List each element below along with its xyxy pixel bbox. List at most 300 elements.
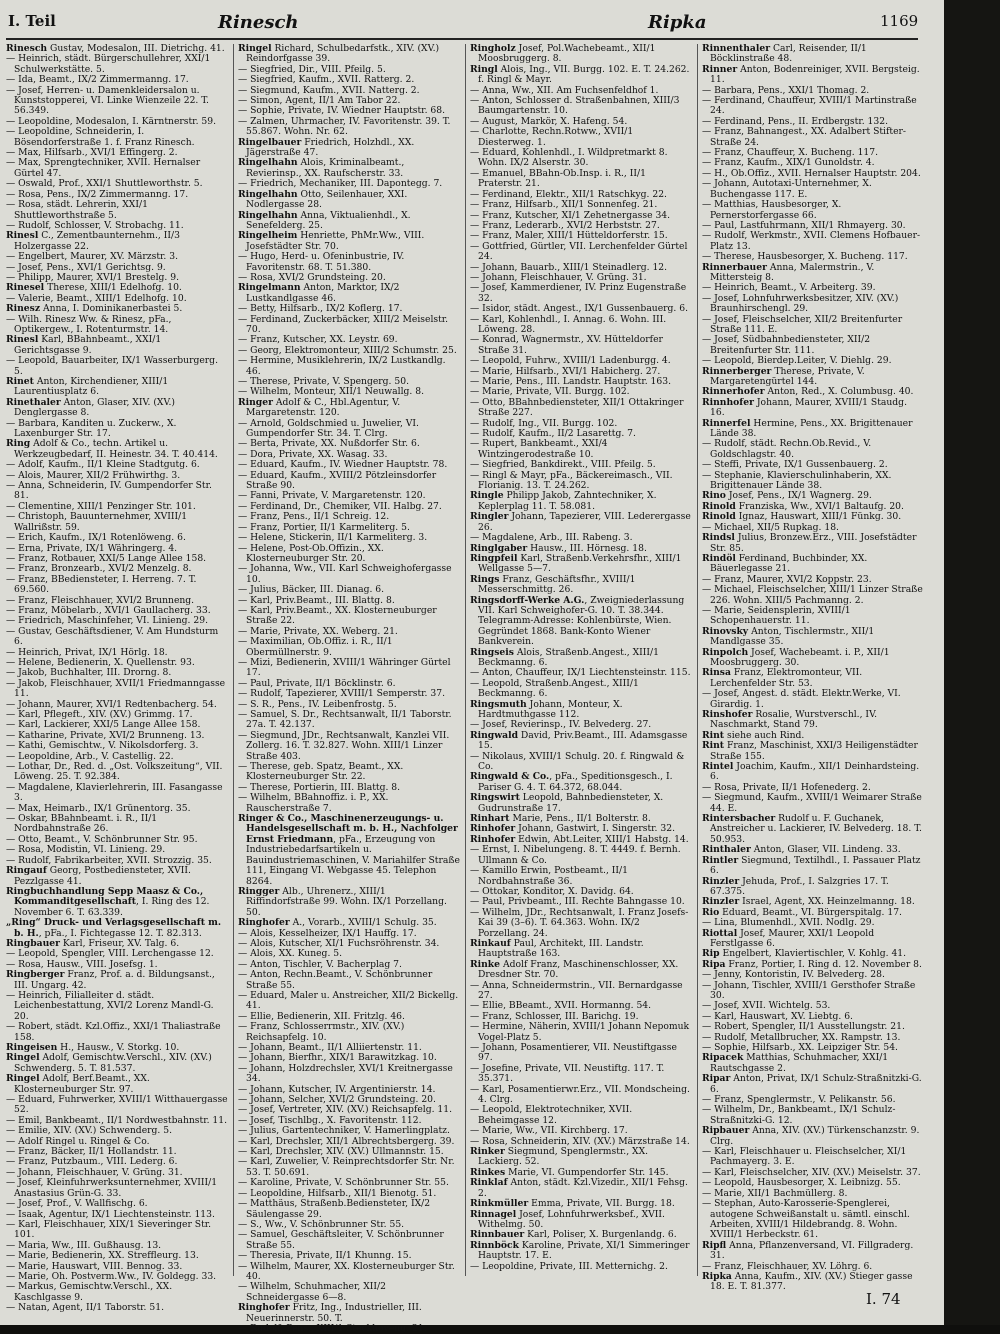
entry-details: — Franz, Putzbaum., VIII. Lederg. 6. bbox=[6, 1156, 178, 1168]
entry-details: Josef, Wachebeamt. i. P., XII/1 Moosbruggerg. 30. bbox=[710, 646, 890, 668]
directory-entry bbox=[6, 54, 228, 75]
entry-details: — Leopoldine, Hilfsarb., XII/1 Bienotg. 51. bbox=[238, 1187, 437, 1199]
entry-details: — Leopold, Bauarbeiter, IX/1 Wasserburgerg. 5. bbox=[6, 355, 218, 377]
entry-surname: Rintersbacher bbox=[702, 813, 776, 825]
entry-details: Alois, Ing., VII. Burgg. 102. E. T. 24.262. f. Ringl & Mayr. bbox=[478, 63, 690, 86]
entry-details: Anton, Red., X. Columbusg. 40. bbox=[764, 386, 914, 398]
entry-details: Anton, Glaser, VII. Lindeng. 33. bbox=[750, 844, 901, 856]
entry-surname: Ringberger bbox=[6, 969, 65, 981]
directory-entry bbox=[702, 981, 924, 1002]
entry-surname: Ripacek bbox=[702, 1052, 744, 1064]
entry-details: — Gottfried, Gürtler, VII. Lerchenfelder Gürtel 24. bbox=[470, 240, 688, 263]
entry-details: Anton, Marktor, IX/2 Lustkandlgasse 46. bbox=[246, 282, 400, 304]
entry-details: — Josef, Angest. d. städt. Elektr.Werke, VI. Girardig. 1. bbox=[702, 688, 901, 710]
page-header bbox=[8, 10, 919, 40]
entry-details: — Engelbert, Maurer, XV. Märzstr. 3. bbox=[6, 251, 179, 263]
entry-details: — Ferdinand, Zuckerbäcker, XIII/2 Meiselstr. 70. bbox=[238, 313, 449, 335]
entry-details: — Karoline, Private, V. Schönbrunner Str. 55. bbox=[238, 1177, 449, 1189]
entry-details: — Alois, XX. Kuneg. 5. bbox=[238, 948, 343, 960]
entry-surname: Rinhofer bbox=[470, 833, 516, 845]
entry-details: — Betty, Hilfsarb., IX/2 Koflerg. 17. bbox=[238, 303, 403, 315]
entry-details: — Natan, Agent, II/1 Taborstr. 51. bbox=[6, 1302, 165, 1314]
entry-details: — Leopoldine, Arb., V. Castellig. 22. bbox=[6, 750, 174, 762]
entry-details: — Alois, Kutscher, XI/1 Fuchsröhrenstr. 34. bbox=[238, 937, 440, 949]
directory-entry bbox=[6, 512, 228, 533]
entry-details: — Michael, Fleischselcher, XIII/1 Linzer Straße 226. Wohn. XIII/5 Pachmanng. 2. bbox=[702, 584, 923, 606]
entry-surname: Ringeisen bbox=[6, 1042, 58, 1053]
entry-surname: Ringpfeil bbox=[470, 552, 518, 564]
entry-details: Karoline, Private, XI/1 Simmeringer Hauptstr. 17. E. bbox=[478, 1239, 690, 1262]
directory-entry bbox=[702, 127, 924, 148]
directory-column-3 bbox=[470, 44, 692, 1276]
entry-surname: Rinzler bbox=[702, 896, 740, 908]
entry-details: — Dora, Private, XX. Wasag. 33. bbox=[238, 448, 388, 460]
entry-details: Marie, Pens., II/1 Bolterstr. 8. bbox=[509, 813, 651, 825]
entry-details: Alois, Kriminalbeamt., Revierinsp., XX. Raufscherstr. 33. bbox=[246, 157, 405, 179]
directory-entry bbox=[238, 710, 460, 731]
entry-details: — Wilhelm, JDr., Rechtsanwalt, I. Franz Josefs-Kai 39 (3–6). T. 64.363. Wohn. IX/2 Porzellang. 24. bbox=[470, 906, 689, 939]
directory-entry bbox=[702, 533, 924, 554]
entry-details: Franz, Elektromonteur, VII. Lerchenfelder Str. 53. bbox=[710, 667, 863, 689]
column-divider bbox=[697, 44, 698, 1276]
entry-details: — Christoph, Bauunternehmer, XVIII/1 Wallrißstr. 59. bbox=[6, 511, 188, 533]
directory-entry bbox=[238, 419, 460, 440]
entry-details: — Franz, Bäcker, II/1 Hollandstr. 11. bbox=[6, 1146, 177, 1158]
entry-details: Therese, Private, V. Margaretengürtel 144. bbox=[710, 365, 865, 387]
entry-details: Siegmund, Spenglermstr., XX. Lackierg. 52. bbox=[478, 1146, 649, 1168]
entry-details: — Franz, Spenglermstr., V. Pelikanstr. 56. bbox=[702, 1094, 896, 1106]
entry-details: — Gustav, Geschäftsdiener, V. Am Hundsturm 6. bbox=[6, 625, 219, 648]
entry-details: — Johann, Posamentierer, VII. Neustiftgasse 97. bbox=[470, 1042, 677, 1064]
entry-surname: Rinnerfel bbox=[702, 417, 751, 429]
entry-surname: Ripbauer bbox=[702, 1125, 750, 1137]
directory-entry bbox=[702, 439, 924, 460]
directory-entry bbox=[6, 991, 228, 1022]
entry-details: — Franz, Hilfsarb., XII/1 Sonnenfeg. 21. bbox=[470, 199, 658, 211]
entry-details: Franziska, Ww., XVI/1 Baltaufg. 20. bbox=[735, 500, 904, 512]
entry-details: — Oskar, BBahnbeamt. i. R., II/1 Nordbahnstraße 26. bbox=[6, 813, 158, 835]
entry-surname: Ringle bbox=[470, 490, 504, 502]
entry-details: — Anna, Schneiderin, IV. Gumpendorfer Str. 81. bbox=[6, 480, 212, 502]
section-label: I. Teil bbox=[8, 12, 56, 30]
directory-entry bbox=[470, 512, 692, 533]
entry-details: — Hermine, Musiklehrerin, IX/2 Lustkandlg. 46. bbox=[238, 355, 446, 377]
directory-entry bbox=[6, 200, 228, 221]
entry-details: — Paul, Privbeamt., III. Rechte Bahngasse 10. bbox=[470, 896, 685, 908]
directory-entry bbox=[6, 356, 228, 377]
entry-details: — Rudolf, Ing., VII. Burgg. 102. bbox=[470, 417, 618, 429]
entry-details: Franz, Prof. a. d. Bildungsanst., III. Ungarg. 42. bbox=[14, 969, 215, 991]
directory-entry bbox=[470, 1210, 692, 1231]
directory-entry bbox=[238, 1282, 460, 1303]
entry-details: — Berta, Private, XX. Nußdorfer Str. 6. bbox=[238, 438, 420, 450]
directory-entry bbox=[470, 148, 692, 169]
entry-details: Karl, Straßenb.Verkehrsfhr., XIII/1 Wellgasse 5—7. bbox=[478, 552, 682, 575]
entry-surname: Rinesl bbox=[6, 334, 39, 346]
entry-details: Gustav, Modesalon, III. Dietrichg. 41. bbox=[47, 43, 225, 54]
entry-surname: Rinshofer bbox=[702, 709, 753, 720]
directory-entry bbox=[6, 814, 228, 835]
directory-entry bbox=[470, 1022, 692, 1043]
directory-entry bbox=[6, 1220, 228, 1241]
entry-details: — Jakob, Buchhalter, III. Drorng. 8. bbox=[6, 667, 172, 679]
directory-entry bbox=[6, 887, 228, 918]
entry-details: — Sophie, Hilfsarb., XX. Leipziger Str. 54. bbox=[702, 1042, 898, 1053]
entry-details: — Ferdinand, Pens., II. Erdbergstr. 132. bbox=[702, 115, 889, 127]
entry-details: Matthias, Schuhmacher, XXI/1 Rautschgasse 2. bbox=[710, 1052, 889, 1074]
entry-details: — Marie, Private, VII. Burgg. 102. bbox=[470, 386, 630, 398]
entry-surname: Rinke bbox=[470, 958, 501, 970]
directory-entry bbox=[470, 1064, 692, 1085]
entry-details: Adolf Franz, Maschinenschlosser, XX. Dresdner Str. 70. bbox=[478, 958, 679, 981]
entry-details: — Josef, Kammerdiener, IV. Prinz Eugenstraße 32. bbox=[470, 282, 687, 304]
directory-entry bbox=[470, 981, 692, 1002]
entry-details: — Emil, Bankbeamt., II/1 Nordwestbahnstr. 11. bbox=[6, 1114, 228, 1126]
entry-details: — Helene, Stickerin, II/1 Karmeliterg. 3. bbox=[238, 532, 428, 544]
directory-entry bbox=[702, 294, 924, 315]
directory-entry bbox=[238, 252, 460, 273]
directory-entry bbox=[6, 1053, 228, 1074]
entry-details: — S. R., Pens., IV. Leibenfrostg. 5. bbox=[238, 698, 397, 710]
entry-details: — Karl, Kohlenhdl., I. Annag. 6. Wohn. III. Löweng. 28. bbox=[470, 313, 667, 335]
entry-details: Anton, Bodenreiniger, XVII. Bergsteig. 11. bbox=[710, 63, 920, 86]
entry-details: — Marie, Hauswart, VIII. Bennog. 33. bbox=[6, 1260, 183, 1272]
directory-entry bbox=[470, 1178, 692, 1199]
directory-entry bbox=[6, 1303, 228, 1313]
entry-details: — Jenny, Kontoristin, IV. Belvederg. 28. bbox=[702, 969, 885, 981]
entry-details: — Therese, geb. Spatz, Beamt., XX. Klosterneuburger Str. 22. bbox=[238, 761, 404, 783]
entry-details: — Franz, Kutscher, XX. Leystr. 69. bbox=[238, 334, 398, 346]
directory-entry bbox=[702, 1074, 924, 1095]
entry-details: , pFa., I. Fichtegasse 12. T. 82.313. bbox=[38, 927, 202, 939]
entry-surname: Ringwald & Co. bbox=[470, 771, 550, 783]
entry-details: — Ringl & Mayr, pFa., Bäckereimasch., VII. Florianig. 13. T. 24.262. bbox=[470, 469, 673, 492]
directory-entry bbox=[470, 554, 692, 575]
entry-details: — Anna, Schneidermstrin., VII. Bernardgasse 27. bbox=[470, 979, 683, 1001]
entry-details: — Rudolf, Metallbrucher, XX. Rampstr. 13. bbox=[702, 1031, 901, 1043]
directory-entry bbox=[470, 700, 692, 721]
directory-entry bbox=[238, 231, 460, 252]
directory-entry bbox=[702, 1126, 924, 1147]
entry-details: Leopold, Bahnbediensteter, X. Gudrunstraße 17. bbox=[478, 792, 664, 814]
entry-surname: Ringbuchhandlung Sepp Maasz & Co., Kommanditgesellschaft bbox=[6, 885, 204, 908]
entry-details: — Stephan, Auto-Karosserie-Spenglerei, autogene Schweißanstalt u. sämtl. einschl. Arbeiten, XVIII/1 Hildebrandg. 8. Wohn. XVIII/1 Herbeckstr. 61. bbox=[702, 1198, 910, 1241]
entry-details: — Eduard, Maler u. Anstreicher, XII/2 Bickellg. 41. bbox=[238, 989, 459, 1012]
entry-surname: Rinhart bbox=[470, 813, 510, 825]
directory-entry bbox=[470, 1105, 692, 1126]
directory-entry bbox=[702, 710, 924, 731]
entry-details: Ignaz, Hauswart, XIII/1 Fünkg. 30. bbox=[735, 511, 902, 523]
entry-surname: Rinsa bbox=[702, 667, 731, 679]
entry-details: , I. Ring des 12. November 6. T. 63.339. bbox=[14, 896, 210, 918]
entry-surname: Ringsdorff-Werke A.G. bbox=[470, 594, 585, 606]
entry-surname: Rinnagel bbox=[470, 1208, 517, 1220]
entry-details: — Josef, Herren- u. Damenkleidersalon u. Kunststopperei, VI. Linke Wienzeile 22. T. 56.349. bbox=[6, 84, 209, 117]
entry-details: Rudolf u. F. Guchanek, Anstreicher u. Lackierer, IV. Belvederg. 18. T. 50.953. bbox=[710, 813, 922, 845]
directory-entry bbox=[6, 335, 228, 356]
entry-surname: Rinner bbox=[702, 63, 738, 75]
entry-surname: Rinker bbox=[470, 1146, 505, 1158]
entry-details: — Leopold, Fuhrw., XVIII/1 Ladenburgg. 4. bbox=[470, 355, 671, 367]
entry-details: — Eduard, Kaufm., XVIII/2 Pötzleinsdorfer Straße 90. bbox=[238, 469, 437, 492]
entry-details: Johann, Gastwirt, I. Singerstr. 32. bbox=[515, 823, 675, 835]
directory-entry bbox=[702, 65, 924, 86]
directory-entry bbox=[702, 471, 924, 492]
entry-details: Franz, Portier, I. Ring d. 12. November 8. bbox=[725, 958, 922, 970]
entry-details: Fritz, Ing., Industrieller, III. Neuerinnerstr. 50. T. bbox=[246, 1302, 422, 1324]
entry-details: — Eduard, Kohlenhdl., I. Wildpretmarkt 8. Wohn. IX/2 Alserstr. 30. bbox=[470, 147, 668, 169]
entry-details: Johann, Monteur, X. Hardtmuthgasse 112. bbox=[478, 698, 623, 720]
directory-entry bbox=[238, 1262, 460, 1283]
entry-surname: Rinpolch bbox=[702, 646, 749, 658]
entry-details: — Leopoldine, Private, III. Metternichg. 2. bbox=[470, 1260, 668, 1272]
entry-details: Anna, Viktualienhdl., X. Senefelderg. 25. bbox=[246, 209, 411, 231]
entry-surname: Rinkes bbox=[470, 1166, 506, 1178]
entry-surname: Rino bbox=[702, 490, 726, 502]
entry-details: — Franz, Chauffeur, X. Bucheng. 117. bbox=[702, 147, 879, 159]
entry-details: — Wilhelm, Schuhmacher, XII/2 Schneidergasse 6—8. bbox=[238, 1281, 386, 1303]
entry-details: — Therese, Private, V. Spengerg. 50. bbox=[238, 376, 410, 387]
entry-details: — Leopoldine, Modesalon, I. Kärntnerstr. 59. bbox=[6, 115, 217, 127]
entry-details: — Johann, Fleischhauer, V. Grüng. 31. bbox=[6, 1166, 183, 1178]
entry-details: — Zalmen, Uhrmacher, IV. Favoritenstr. 39. T. 55.867. Wohn. Nr. 62. bbox=[238, 115, 451, 138]
entry-details: , pFa., Erzeugung von Industriebedarfsartikeln u. Bauindustriemaschinen, V. Mariahilfer Straße 111, Eingang VI. Webgasse 45. Telephon 8264. bbox=[246, 833, 460, 887]
directory-entry bbox=[6, 918, 228, 939]
entry-details: — Johann, Autotaxi-Unternehmer, X. Buchengasse 117. E. bbox=[702, 178, 872, 200]
entry-details: Anna, Kaufm., XIV. (XV.) Stieger gasse 18. E. T. 81.377. bbox=[710, 1270, 913, 1293]
left-guide-word: Rinesch bbox=[218, 12, 299, 33]
directory-entry bbox=[470, 679, 692, 700]
directory-entry bbox=[470, 315, 692, 336]
entry-details: — Anton, Tischler, V. Bacherplag 7. bbox=[238, 958, 402, 970]
entry-details: — Siegmund, Kaufm., XVIII/1 Weimarer Straße 44. E. bbox=[702, 792, 922, 814]
entry-details: — Johann, Tischler, XVIII/1 Gersthofer Straße 30. bbox=[702, 979, 916, 1001]
entry-surname: Rindöl bbox=[702, 552, 736, 564]
entry-details: Edwin, Abt.Leiter, XIII/1 Habstg. 14. bbox=[515, 833, 689, 845]
entry-surname: Ringelhahn bbox=[238, 209, 298, 221]
directory-entry bbox=[702, 200, 924, 221]
entry-details: — Franz, Kutscher, XI/1 Zehetnergasse 34. bbox=[470, 209, 671, 221]
entry-details: — Josef, Südbahnbediensteter, XII/2 Breitenfurter Str. 111. bbox=[702, 334, 871, 356]
directory-entry bbox=[470, 575, 692, 596]
entry-details: — Josef, Tischlbg., X. Favoritenstr. 112. bbox=[238, 1114, 422, 1126]
entry-surname: Ringelhahn bbox=[238, 157, 298, 169]
entry-details: Joachim, Kaufm., XII/1 Deinhardsteing. 6. bbox=[710, 761, 920, 783]
entry-surname: Rintel bbox=[702, 761, 734, 773]
entry-details: — Wilhelm, Dr., Bankbeamt., IX/1 Schulz-Straßnitzki-G. 12. bbox=[702, 1104, 896, 1126]
entry-details: — Karl, Posamentierwr.Erz., VII. Mondscheing. 4. Clrg. bbox=[470, 1083, 690, 1106]
entry-details: — Marie, Hilfsarb., XVI/1 Habicherg. 27. bbox=[470, 365, 661, 377]
entry-details: — Karl, Priv.Beamt., XX. Klosterneuburger Straße 22. bbox=[238, 604, 437, 627]
entry-surname: Rip bbox=[702, 948, 720, 960]
directory-entry bbox=[238, 564, 460, 585]
directory-entry bbox=[6, 127, 228, 148]
entry-details: — Leopoldine, Schneiderin, I. Bösendorferstraße 1. f. Franz Rinesch. bbox=[6, 126, 195, 148]
directory-entry bbox=[238, 117, 460, 138]
directory-entry bbox=[702, 1105, 924, 1126]
entry-details: — Wilhelm, BBahnoffiz. i. P., XX. Rauscherstraße 7. bbox=[238, 792, 389, 814]
directory-entry bbox=[702, 1147, 924, 1168]
directory-entry bbox=[6, 762, 228, 783]
entry-details: — Franz, Lederarb., XVI/2 Herbststr. 27. bbox=[470, 219, 660, 231]
directory-entry bbox=[470, 596, 692, 648]
entry-details: — Rudolf, städt. Rechn.Ob.Revid., V. Goldschlagstr. 40. bbox=[702, 438, 872, 460]
entry-details: Anton, Privat, IX/1 Schulz-Straßnitzki-G. 6. bbox=[710, 1073, 922, 1095]
entry-details: — Karl, Pflegeft., XIV. (XV.) Grimmg. 17. bbox=[6, 709, 193, 720]
entry-details: Karl, BBahnbeamt., XXI/1 Gerichtsgasse 9. bbox=[14, 334, 162, 356]
entry-details: — Johann, Bierfhr., XIX/1 Barawitzkag. 10. bbox=[238, 1052, 437, 1064]
entry-surname: Ringelhahn bbox=[238, 188, 298, 200]
directory-entry bbox=[470, 491, 692, 512]
entry-details: — Heinrich, Filialleiter d. städt. Leichenbestattung, XVI/2 Lorenz Mandl-G. 20. bbox=[6, 989, 214, 1022]
entry-details: — Barbara, Pens., XXI/1 Thomag. 2. bbox=[702, 84, 870, 96]
entry-details: — Ferdinand, Chauffeur, XVIII/1 Martinstraße 24. bbox=[702, 95, 917, 117]
entry-details: — Josef, Pens., XVI/1 Gerichtsg. 9. bbox=[6, 261, 166, 273]
entry-details: Georg, Postbediensteter, XVII. Pezzlgasse 41. bbox=[14, 865, 191, 887]
entry-details: Otto, Seilenhauer, XXI. Nodlergasse 28. bbox=[246, 188, 408, 211]
entry-surname: Ringauf bbox=[6, 865, 47, 877]
entry-details: — Siegfried, Kaufm., XVII. Ratterg. 2. bbox=[238, 74, 415, 86]
directory-entry bbox=[6, 1095, 228, 1116]
entry-details: Franz, Maschinist, XXI/3 Heiligenstädter Straße 155. bbox=[710, 740, 918, 762]
entry-details: — Sophie, Private, IV. Wiedner Hauptstr. 68. bbox=[238, 105, 446, 117]
directory-entry bbox=[238, 762, 460, 783]
entry-details: — Erich, Kaufm., IX/1 Rotenlöweng. 6. bbox=[6, 532, 186, 544]
directory-entry bbox=[470, 1241, 692, 1262]
entry-details: — Johann, Holzdrechsler, XVI/1 Kreitnergasse 34. bbox=[238, 1062, 453, 1085]
entry-details: — Charlotte, Rechn.Rotww., XVII/1 Diesterweg. 1. bbox=[470, 126, 634, 148]
entry-details: — Max, Sprengtechniker, XVII. Hernalser Gürtel 47. bbox=[6, 157, 201, 179]
entry-details: — Josef, Fleischselcher, XII/2 Breitenfurter Straße 111. E. bbox=[702, 313, 903, 335]
directory-entry bbox=[6, 315, 228, 336]
entry-details: — Jakob, Fleischhauer, XVII/1 Friedmanngasse 11. bbox=[6, 677, 226, 700]
entry-surname: Ringler bbox=[470, 511, 509, 523]
entry-details: — Lothar, Dr., Red. d. „Ost. Volkszeitung“, VII. Löweng. 25. T. 92.384. bbox=[6, 761, 223, 783]
entry-details: — Franz, Fleischhauer, XV. Löhrg. 6. bbox=[702, 1260, 873, 1272]
entry-surname: Rinet bbox=[6, 376, 34, 387]
entry-details: — August, Markör, X. Hafeng. 54. bbox=[470, 115, 628, 127]
entry-details: — Adolf Ringel u. Ringel & Co. bbox=[6, 1135, 150, 1147]
directory-entry bbox=[470, 335, 692, 356]
directory-entry bbox=[702, 335, 924, 356]
directory-entry bbox=[702, 263, 924, 284]
header-rule bbox=[6, 38, 918, 40]
directory-entry bbox=[702, 44, 924, 65]
entry-details: — Johann, Kutscher, IV. Argentinierstr. 14. bbox=[238, 1083, 436, 1095]
entry-details: Therese, XIII/1 Edelhofg. 10. bbox=[44, 282, 182, 294]
entry-details: — Franz, Maurer, XVI/2 Koppstr. 23. bbox=[702, 573, 872, 585]
directory-entry bbox=[6, 627, 228, 648]
entry-details: — Heinrich, Privat, IX/1 Hörlg. 18. bbox=[6, 646, 168, 658]
directory-entry bbox=[470, 471, 692, 492]
entry-details: Franz, Geschäftsfhr., XVIII/1 Messerschmittg. 26. bbox=[478, 573, 636, 596]
entry-surname: Rinesz bbox=[6, 303, 41, 315]
directory-entry bbox=[702, 627, 924, 648]
directory-entry bbox=[702, 585, 924, 606]
entry-details: — Karl, Fleischhauer u. Fleischselcher, XI/1 Pachmayerg. 3. E. bbox=[702, 1146, 907, 1168]
entry-surname: Rinold bbox=[702, 511, 736, 523]
entry-details: — Max, Hilfsarb., XVI/1 Effingerg. 2. bbox=[6, 147, 178, 159]
entry-details: — Theresia, Private, II/1 Khunng. 15. bbox=[238, 1250, 412, 1262]
entry-details: — Julius, Gartentechniker, V. Hamerlingplatz. bbox=[238, 1125, 450, 1137]
directory-entry bbox=[238, 637, 460, 658]
directory-entry bbox=[6, 679, 228, 700]
entry-details: Johann, Maurer, XVIII/1 Staudg. 16. bbox=[710, 396, 907, 419]
entry-surname: Ringholz bbox=[470, 43, 516, 54]
directory-entry bbox=[470, 1262, 692, 1272]
entry-details: — Anton, Schlosser d. Straßenbahnen, XIII/3 Baumgartenstr. 10. bbox=[470, 95, 680, 117]
entry-details: — Leopold, Hausbesorger, X. Leibnizg. 55. bbox=[702, 1177, 901, 1189]
entry-details: — Barbara, Kanditen u. Zuckerw., X. Laxenburger Str. 17. bbox=[6, 417, 177, 440]
entry-surname: Ringelbauer bbox=[238, 136, 302, 148]
entry-details: — Stephanie, Klavierschulinhaberin, XX. Brigittenauer Lände 38. bbox=[702, 469, 892, 492]
entry-details: , pFa., Speditionsgesch., I. Pariser G. 4. T. 64.372, 68.044. bbox=[478, 771, 673, 793]
entry-details: Engelbert, Klaviertischler, V. Kohlg. 41. bbox=[719, 948, 907, 960]
directory-entry bbox=[470, 44, 692, 65]
entry-details: — Heinrich, Beamt., V. Arbeiterg. 39. bbox=[702, 282, 876, 294]
directory-entry bbox=[238, 991, 460, 1012]
entry-surname: Rinhofer bbox=[470, 823, 516, 835]
directory-entry bbox=[702, 398, 924, 419]
entry-details: — Marie, XII/1 Bachmüllerg. 8. bbox=[702, 1187, 848, 1199]
entry-details: — Rudolf, Schlosser, V. Strobachg. 11. bbox=[6, 219, 184, 231]
directory-entry bbox=[238, 315, 460, 336]
directory-entry bbox=[702, 1241, 924, 1262]
entry-details: Anton, städt. Kzl.Vizedir., XII/1 Fehsg. 2. bbox=[478, 1177, 688, 1199]
entry-details: — Anton, Chauffeur, IX/1 Liechtensteinstr. 115. bbox=[470, 667, 691, 679]
directory-entry bbox=[238, 1303, 460, 1324]
directory-entry bbox=[702, 856, 924, 877]
entry-details: — Paul, Lastfuhrmann, XII/1 Rhmayerg. 30. bbox=[702, 219, 906, 231]
entry-surname: Rinklaf bbox=[470, 1177, 508, 1189]
entry-details: Eduard, Beamt., VI. Bürgerspitalg. 17. bbox=[719, 906, 902, 918]
entry-details: — Franz, Schlosserrmstr., XIV. (XV.) Reichsapfelg. 10. bbox=[238, 1021, 405, 1043]
directory-entry bbox=[470, 65, 692, 86]
entry-details: — Emilie, XIV. (XV.) Schwenderg. 5. bbox=[6, 1125, 173, 1137]
directory-entry bbox=[702, 606, 924, 627]
directory-entry bbox=[6, 970, 228, 991]
directory-column-1 bbox=[6, 43, 228, 1314]
entry-surname: Ringelheim bbox=[238, 230, 298, 242]
entry-surname: Rinnhofer bbox=[702, 396, 754, 408]
entry-details: , Zweigniederlassung VII. Karl Schweighofer-G. 10. T. 38.344. Telegramm-Adresse: Kohlenbürste, Wien. Gegründet 1868. Bank-Konto Wiener Bankverein. bbox=[478, 594, 685, 648]
directory-entry bbox=[238, 356, 460, 377]
entry-surname: Rinesch bbox=[6, 43, 48, 54]
entry-details: — Karl, Zuwelier, V. Reinprechtsdorfer Str. Nr. 53. T. 50.691. bbox=[238, 1156, 455, 1178]
entry-details: — Helene, Bedienerin, X. Quellenstr. 93. bbox=[6, 656, 195, 668]
entry-details: — Josef, XVII. Wichtelg. 53. bbox=[702, 1000, 831, 1012]
entry-details: — Rudolf, Fabrikarbeiter, XVII. Strozzig. 35. bbox=[6, 854, 212, 866]
directory-entry bbox=[702, 1199, 924, 1241]
entry-details: — Hermine, Näherin, XVIII/1 Johann Nepomuk Vogel-Platz 5. bbox=[470, 1021, 690, 1043]
entry-details: — Rosa, Schneiderin, XIV. (XV.) Märzstraße 14. bbox=[470, 1135, 690, 1147]
entry-details: Richard, Schulbedarfstk., XIV. (XV.) Reindorfgasse 39. bbox=[246, 43, 440, 65]
entry-details: — Isidor, städt. Angest., IX/1 Gussenbauerg. 6. bbox=[470, 303, 689, 315]
entry-surname: Rinnerberger bbox=[702, 365, 772, 377]
entry-details: Karl, Poliser, X. Burgenlandg. 6. bbox=[524, 1229, 677, 1241]
entry-details: — Oswald, Prof., XXI/1 Shuttleworthstr. 5. bbox=[6, 178, 203, 190]
directory-entry bbox=[470, 752, 692, 773]
entry-details: — Siegfried, Bankdirekt., VIII. Pfeilg. 5. bbox=[470, 459, 656, 471]
entry-details: Adolf, Berf.Beamt., XX. Klosterneuburger Str. 97. bbox=[14, 1073, 150, 1095]
entry-details: — Max, Heimarb., IX/1 Grünentorg. 35. bbox=[6, 802, 191, 814]
entry-details: — Alois, Maurer, XII/2 Frühwirthg. 3. bbox=[6, 469, 181, 481]
directory-entry bbox=[6, 86, 228, 117]
entry-surname: Rintler bbox=[702, 854, 739, 866]
entry-details: — Rudolf, Tapezierer, XVIII/1 Semperstr. 37. bbox=[238, 688, 446, 700]
directory-entry bbox=[470, 866, 692, 887]
entry-details: Marie, VI. Gumpendorfer Str. 145. bbox=[505, 1166, 669, 1178]
